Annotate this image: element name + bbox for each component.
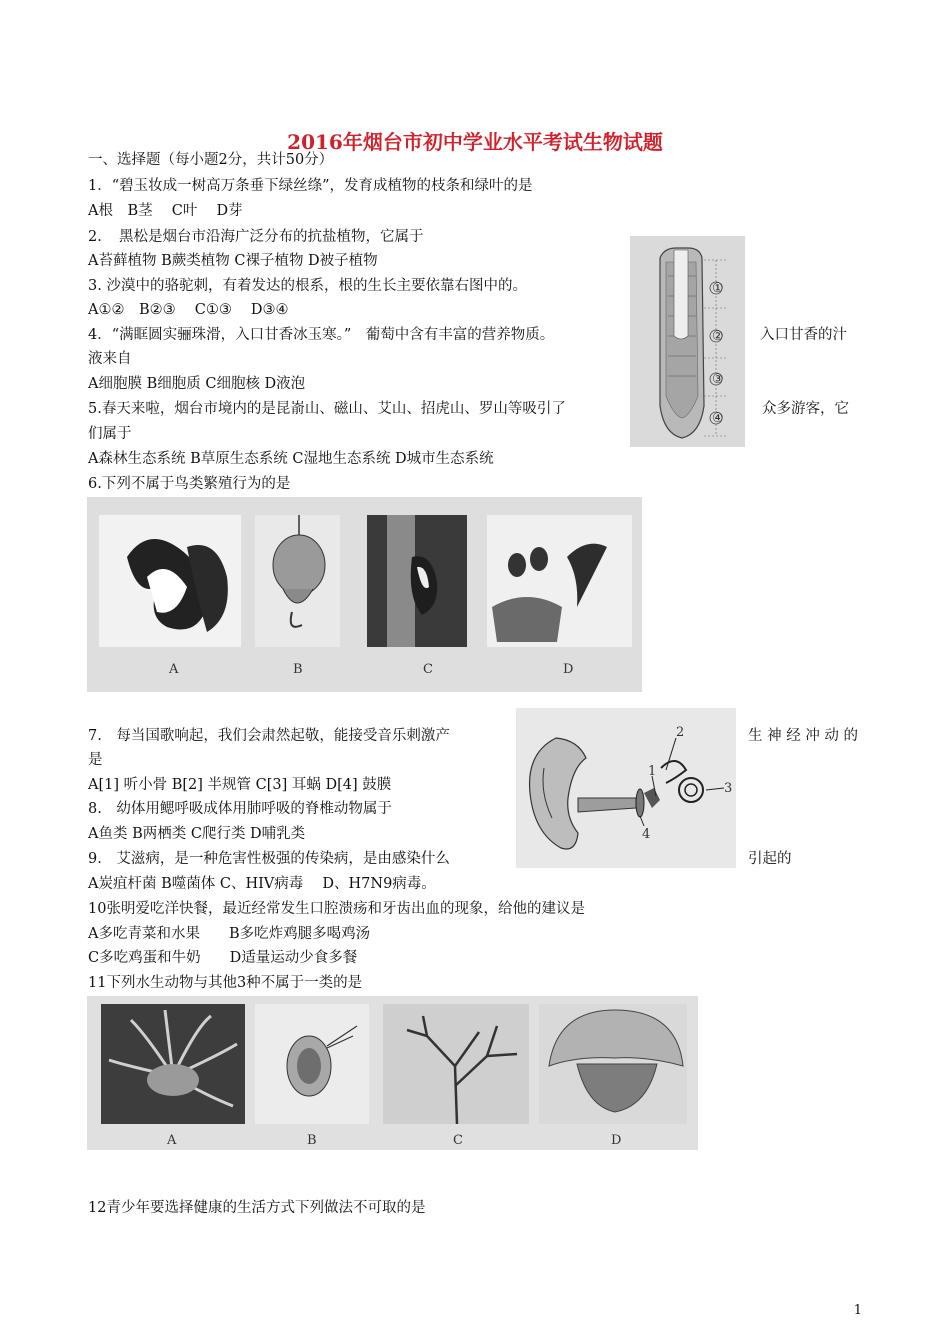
zone-label-2: ②: [712, 329, 724, 344]
question-4: 4．“满眶圆实骊珠滑，入口甘香冰玉寒。” 葡萄中含有丰富的营养物质。: [88, 327, 555, 343]
question-3: 3. 沙漠中的骆驼刺，有着发达的根系，根的生长主要依靠右图中的。: [88, 278, 527, 294]
bird-label-c: C: [423, 662, 433, 677]
ear-label-4: 4: [642, 827, 651, 842]
aquatic-animals-figure: [87, 996, 698, 1150]
question-11: 11下列水生动物与其他3种不属于一类的是: [88, 975, 363, 991]
question-10: 10张明爱吃洋快餐，最近经常发生口腔溃疡和牙齿出血的现象，给他的建议是: [88, 901, 585, 917]
question-7-options: A[1] 听小骨 B[2] 半规管 C[3] 耳蜗 D[4] 鼓膜: [88, 777, 392, 793]
ear-structure-figure: [516, 708, 736, 868]
question-8-options: A鱼类 B两栖类 C爬行类 D哺乳类: [88, 826, 306, 842]
page-title: 2016年烟台市初中学业水平考试生物试题: [287, 130, 663, 154]
bird-label-a: A: [169, 662, 179, 677]
question-10-options-ab: A多吃青菜和水果 B多吃炸鸡腿多喝鸡汤: [88, 926, 371, 942]
question-4-wrap: 液来自: [88, 351, 132, 367]
bird-label-b: B: [293, 662, 303, 677]
question-4-options: A细胞膜 B细胞质 C细胞核 D液泡: [88, 376, 306, 392]
question-5-wrap: 们属于: [88, 426, 132, 442]
question-2: 2． 黑松是烟台市沿海广泛分布的抗盐植物，它属于: [88, 229, 424, 245]
question-9: 9. 艾滋病，是一种危害性极强的传染病，是由感染什么: [88, 851, 450, 867]
aquatic-label-b: B: [307, 1133, 317, 1148]
question-5-options: A森林生态系统 B草原生态系统 C湿地生态系统 D城市生态系统: [88, 451, 494, 467]
ear-label-3: 3: [724, 781, 733, 796]
question-4-cont: 入口甘香的汁: [760, 327, 847, 343]
zone-label-3: ③: [712, 372, 724, 387]
question-12: 12青少年要选择健康的生活方式下列做法不可取的是: [88, 1200, 426, 1216]
question-5-cont: 众多游客，它: [762, 401, 849, 417]
question-9-cont: 引起的: [748, 851, 792, 867]
question-9-options: A炭疽杆菌 B噬菌体 C、HIV病毒 D、H7N9病毒。: [88, 876, 436, 892]
root-tip-figure: [630, 236, 745, 447]
ear-label-2: 2: [676, 725, 685, 740]
bird-behavior-figure: [87, 497, 642, 692]
question-1-options: A根 B茎 C叶 D芽: [88, 203, 243, 219]
question-3-options: A①② B②③ C①③ D③④: [88, 302, 289, 318]
ear-label-1: 1: [648, 764, 657, 779]
question-5: 5.春天来啦，烟台市境内的是昆嵛山、磁山、艾山、招虎山、罗山等吸引了: [88, 401, 566, 417]
section-heading: 一、选择题（每小题2分，共计50分）: [88, 152, 334, 168]
aquatic-label-d: D: [611, 1133, 622, 1148]
aquatic-label-a: A: [167, 1133, 177, 1148]
bird-label-d: D: [563, 662, 574, 677]
question-10-options-cd: C多吃鸡蛋和牛奶 D适量运动少食多餐: [88, 950, 358, 966]
question-6: 6.下列不属于鸟类繁殖行为的是: [88, 476, 291, 492]
zone-label-1: ①: [712, 281, 724, 296]
question-7-cont: 生 神 经 冲 动 的: [748, 728, 859, 744]
question-2-options: A苔藓植物 B蕨类植物 C裸子植物 D被子植物: [88, 253, 378, 269]
question-7-wrap: 是: [88, 752, 103, 768]
question-8: 8. 幼体用鳃呼吸成体用肺呼吸的脊椎动物属于: [88, 801, 392, 817]
zone-label-4: ④: [712, 411, 724, 426]
page-number: 1: [853, 1303, 862, 1318]
question-1: 1．“碧玉妆成一树高万条垂下绿丝绦”，发育成植物的枝条和绿叶的是: [88, 178, 533, 194]
aquatic-label-c: C: [453, 1133, 463, 1148]
question-7: 7. 每当国歌响起，我们会肃然起敬，能接受音乐刺激产: [88, 728, 450, 744]
